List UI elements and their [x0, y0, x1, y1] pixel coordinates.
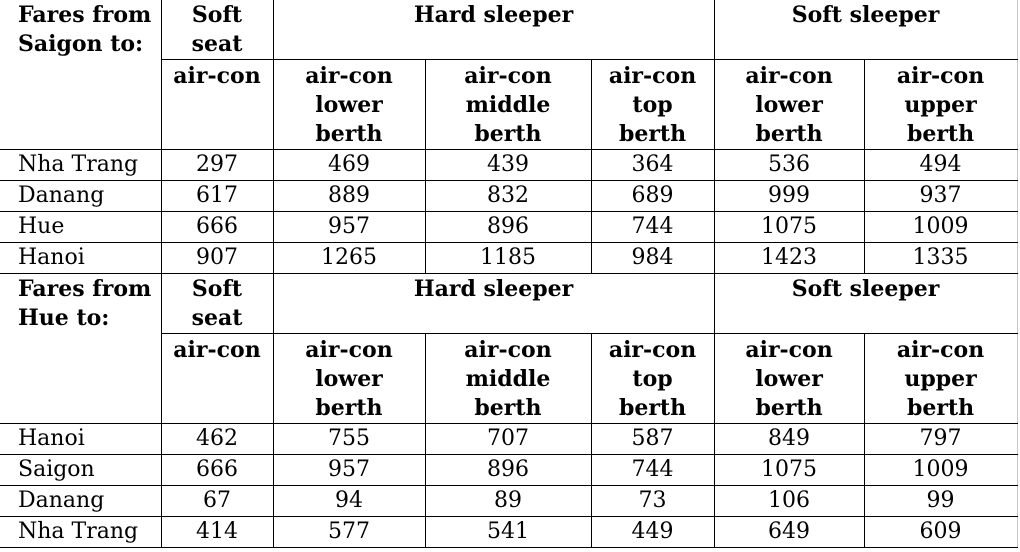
destination-cell: Hanoi: [0, 424, 161, 455]
fare-cell: 1009: [864, 455, 1017, 486]
destination-cell: Nha Trang: [0, 517, 161, 548]
fare-cell: 1335: [864, 243, 1017, 274]
fare-cell: 106: [714, 486, 864, 517]
fare-cell: 744: [591, 455, 714, 486]
fare-cell: 896: [425, 455, 591, 486]
destination-cell: Nha Trang: [0, 150, 161, 181]
fare-cell: 364: [591, 150, 714, 181]
section-header-row: [0, 0, 1017, 60]
fare-cell: 832: [425, 181, 591, 212]
destination-cell: Hanoi: [0, 243, 161, 274]
fare-cell: 957: [273, 455, 425, 486]
column-subheader: air-con top berth: [591, 334, 714, 424]
fare-cell: 536: [714, 150, 864, 181]
fare-cell: 707: [425, 424, 591, 455]
section-header-row: [0, 274, 1017, 334]
fare-cell: 957: [273, 212, 425, 243]
fare-cell: 1075: [714, 212, 864, 243]
fare-cell: 469: [273, 150, 425, 181]
fare-cell: 937: [864, 181, 1017, 212]
fare-cell: 462: [161, 424, 273, 455]
soft-seat-header: Soft seat: [161, 274, 273, 334]
fare-cell: 89: [425, 486, 591, 517]
fare-cell: 689: [591, 181, 714, 212]
fare-cell: 999: [714, 181, 864, 212]
column-subheader: air-con lower berth: [273, 60, 425, 150]
fare-cell: 73: [591, 486, 714, 517]
column-subheader: air-con middle berth: [425, 60, 591, 150]
fare-cell: 907: [161, 243, 273, 274]
fare-cell: 494: [864, 150, 1017, 181]
fare-cell: 797: [864, 424, 1017, 455]
destination-cell: Saigon: [0, 455, 161, 486]
destination-cell: Danang: [0, 181, 161, 212]
fare-cell: 1185: [425, 243, 591, 274]
fare-cell: 617: [161, 181, 273, 212]
fare-cell: 577: [273, 517, 425, 548]
column-subheader: air-con upper berth: [864, 334, 1017, 424]
fare-cell: 297: [161, 150, 273, 181]
fare-cell: 94: [273, 486, 425, 517]
fare-cell: 666: [161, 455, 273, 486]
table-row: [0, 486, 1017, 517]
column-subheader: air-con: [161, 334, 273, 424]
fare-cell: 666: [161, 212, 273, 243]
column-subheader: air-con lower berth: [714, 334, 864, 424]
fare-cell: 609: [864, 517, 1017, 548]
soft-sleeper-header: Soft sleeper: [714, 274, 1017, 334]
destination-cell: Danang: [0, 486, 161, 517]
fare-cell: 744: [591, 212, 714, 243]
hard-sleeper-header: Hard sleeper: [273, 0, 714, 60]
fare-cell: 1423: [714, 243, 864, 274]
fare-cell: 755: [273, 424, 425, 455]
column-subheader: air-con lower berth: [273, 334, 425, 424]
fare-cell: 1265: [273, 243, 425, 274]
table-row: [0, 212, 1017, 243]
soft-seat-header: Soft seat: [161, 0, 273, 60]
fare-cell: 1075: [714, 455, 864, 486]
table-row: [0, 517, 1017, 548]
fare-cell: 587: [591, 424, 714, 455]
column-subheader: air-con: [161, 60, 273, 150]
fare-cell: 649: [714, 517, 864, 548]
section-title: Fares from Hue to:: [0, 274, 161, 424]
fare-cell: 449: [591, 517, 714, 548]
table-row: [0, 424, 1017, 455]
fare-cell: 439: [425, 150, 591, 181]
fare-cell: 541: [425, 517, 591, 548]
hard-sleeper-header: Hard sleeper: [273, 274, 714, 334]
column-subheader: air-con upper berth: [864, 60, 1017, 150]
destination-cell: Hue: [0, 212, 161, 243]
fare-cell: 67: [161, 486, 273, 517]
table-row: [0, 243, 1017, 274]
column-subheader: air-con top berth: [591, 60, 714, 150]
section-title: Fares from Saigon to:: [18, 2, 152, 57]
soft-sleeper-header: Soft sleeper: [714, 0, 1017, 60]
column-subheader: air-con middle berth: [425, 334, 591, 424]
fare-cell: 984: [591, 243, 714, 274]
table-row: [0, 150, 1017, 181]
fare-cell: 99: [864, 486, 1017, 517]
fare-cell: 1009: [864, 212, 1017, 243]
table-row: [0, 455, 1017, 486]
fare-cell: 896: [425, 212, 591, 243]
fare-cell: 889: [273, 181, 425, 212]
fare-cell: 414: [161, 517, 273, 548]
column-subheader: air-con lower berth: [714, 60, 864, 150]
fare-cell: 849: [714, 424, 864, 455]
table-row: [0, 181, 1017, 212]
